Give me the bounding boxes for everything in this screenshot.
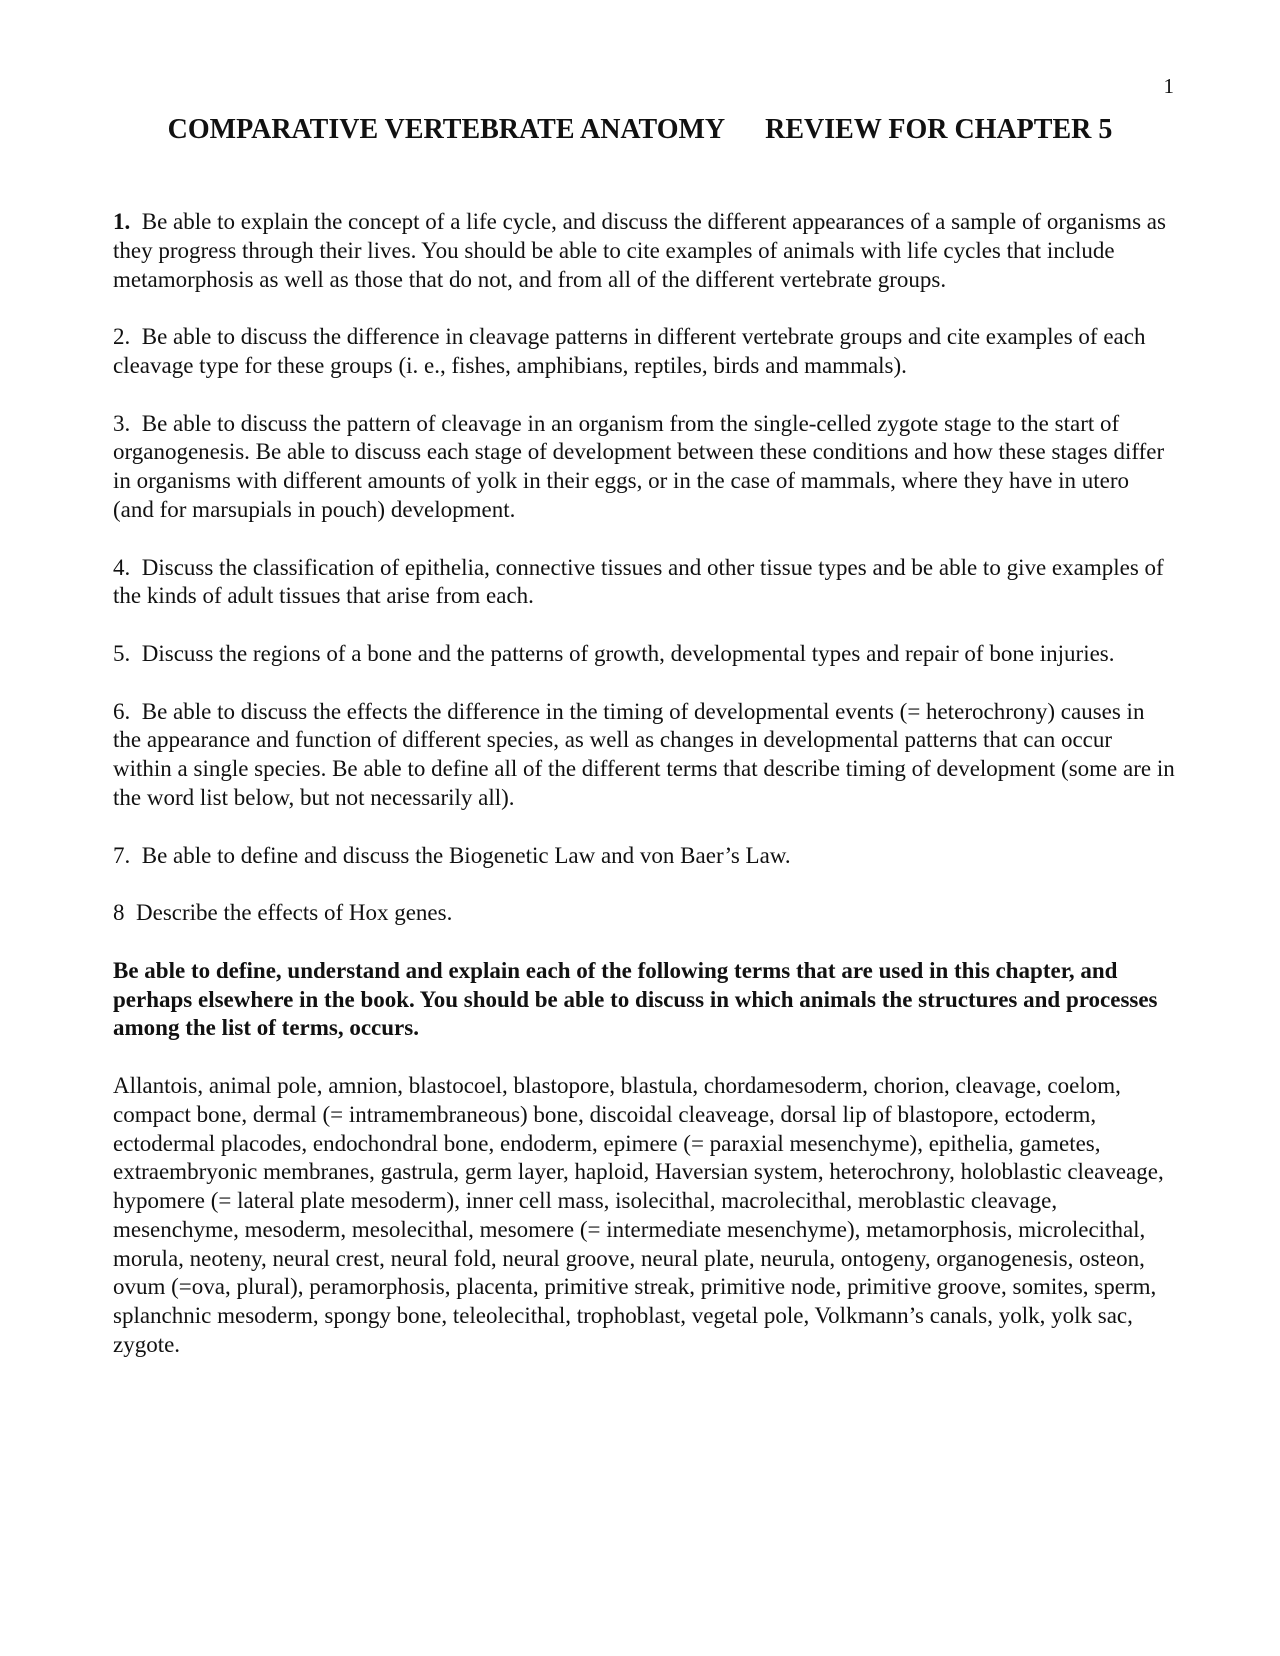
- review-item-1: [113, 208, 1175, 294]
- item-text: Be able to discuss the difference in cleavage patterns in different vertebrate groups and cite examples of each cleavage type for these groups (i. e., fishes, amphibians, reptiles, birds and mammals).: [113, 324, 1146, 378]
- review-item-4: [113, 554, 1175, 612]
- page-number: 1: [1163, 74, 1174, 98]
- review-content: [113, 208, 1175, 1389]
- item-number: 6.: [113, 698, 131, 724]
- item-text: Be able to discuss the effects the difference in the timing of developmental events (= heterochrony) causes in the appearance and function of different species, as well as changes in developmental patterns that can occur within a single species. Be able to define all of the different terms that describe timing of development (some are in the word list below, but not necessarily all).: [113, 698, 1175, 810]
- item-number: 8: [113, 900, 125, 926]
- item-number: 2.: [113, 324, 131, 350]
- item-text: Discuss the classification of epithelia, connective tissues and other tissue types and be able to give examples of the kinds of adult tissues that arise from each.: [113, 554, 1164, 609]
- item-text: Be able to define and discuss the Biogenetic Law and von Baer’s Law.: [141, 842, 791, 868]
- review-item-8: [113, 899, 1175, 928]
- item-number: 5.: [113, 640, 131, 666]
- item-text: Be able to discuss the pattern of cleavage in an organism from the single-celled zygote stage to the start of organogenesis. Be able to discuss each stage of development between these conditions and how these stages differ in organisms with different amounts of yolk in their eggs, or in the case of mammals, where they have in utero (and for marsupials in pouch) development.: [113, 410, 1165, 522]
- page-title: [0, 112, 1280, 148]
- course-title: COMPARATIVE VERTEBRATE ANATOMY: [167, 114, 726, 145]
- review-item-3: [113, 410, 1175, 525]
- review-item-5: [113, 640, 1175, 669]
- item-text: Describe the effects of Hox genes.: [136, 900, 453, 926]
- item-number: 4.: [113, 554, 131, 580]
- terms-list: Allantois, animal pole, amnion, blastocoel, blastopore, blastula, chordamesoderm, chorion, cleavage, coelom, compact bone, dermal (= intramembraneous) bone, discoidal cleaveage, dorsal lip of blastopore, ectoderm, ectodermal placodes, endochondral bone, endoderm, epimere (= paraxial mesenchyme), epithelia, gametes, extraembryonic membranes, gastrula, germ layer, haploid, Haversian system, heterochrony, holoblastic cleaveage, hypomere (= lateral plate mesoderm), inner cell mass, isolecithal, macrolecithal, meroblastic cleavage, mesenchyme, mesoderm, mesolecithal, mesomere (= intermediate mesenchyme), metamorphosis, microlecithal, morula, neoteny, neural crest, neural fold, neural groove, neural plate, neurula, ontogeny, organogenesis, osteon, ovum (=ova, plural), peramorphosis, placenta, primitive streak, primitive node, primitive groove, somites, sperm, splanchnic mesoderm, spongy bone, teleolecithal, trophoblast, vegetal pole, Volkmann’s canals, yolk, yolk sac, zygote.: [113, 1072, 1164, 1358]
- chapter-title: REVIEW FOR CHAPTER 5: [765, 114, 1113, 145]
- item-number: 1.: [113, 209, 131, 234]
- review-item-7: [113, 842, 1175, 871]
- item-number: 7.: [113, 842, 131, 868]
- item-number: 3.: [113, 410, 131, 436]
- item-text: Discuss the regions of a bone and the patterns of growth, developmental types and repair of bone injuries.: [141, 640, 1115, 666]
- review-item-6: [113, 698, 1175, 813]
- review-item-2: [113, 323, 1175, 381]
- terms-heading: Be able to define, understand and explain each of the following terms that are used in this chapter, and perhaps elsewhere in the book. You should be able to discuss in which animals the structures and processes among the list of terms, occurs.: [113, 957, 1158, 1041]
- item-text: Be able to explain the concept of a life cycle, and discuss the different appearances of a sample of organisms as they progress through their lives. You should be able to cite examples of animals with life cycles that include metamorphosis as well as those that do not, and from all of the different vertebrate groups.: [113, 209, 1166, 292]
